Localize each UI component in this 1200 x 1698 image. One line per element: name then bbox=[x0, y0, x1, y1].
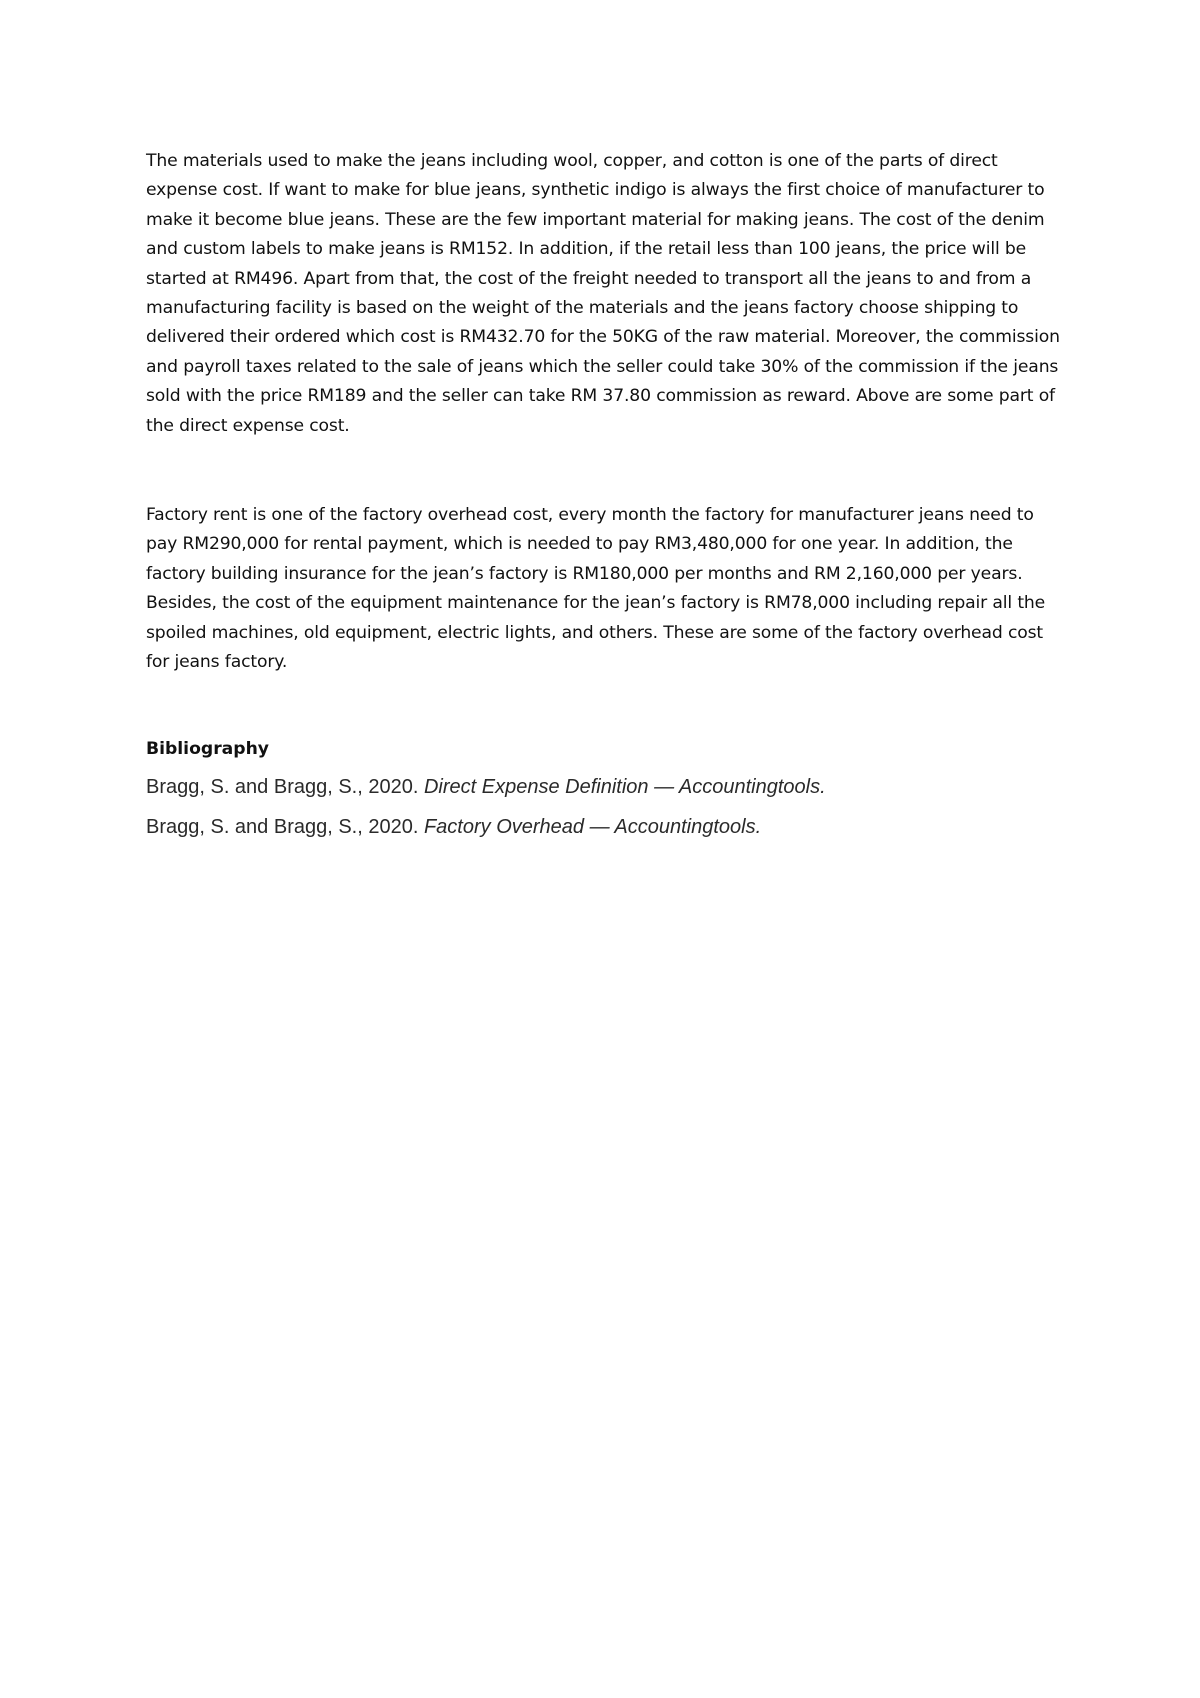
bibliography-section bbox=[146, 736, 1066, 842]
reference-title: Direct Expense Definition — Accountingtools. bbox=[423, 775, 826, 798]
paragraph-direct-expense: The materials used to make the jeans including wool, copper, and cotton is one of the parts of direct expense cost. If want to make for blue jeans, synthetic indigo is always the first choice of manufacturer to make it become blue jeans. These are the few important material for making jeans. The cost of the denim and custom labels to make jeans is RM152. In addition, if the retail less than 100 jeans, the price will be started at RM496. Apart from that, the cost of the freight needed to transport all the jeans to and from a manufacturing facility is based on the weight of the materials and the jeans factory choose shipping to delivered their ordered which cost is RM432.70 for the 50KG of the raw material. Moreover, the commission and payroll taxes related to the sale of jeans which the seller could take 30% of the commission if the jeans sold with the price RM189 and the seller can take RM 37.80 commission as reward. Above are some part of the direct expense cost. bbox=[146, 151, 1060, 436]
reference-authors-year: Bragg, S. and Bragg, S., 2020. bbox=[146, 775, 424, 798]
reference-authors-year: Bragg, S. and Bragg, S., 2020. bbox=[146, 815, 424, 838]
bibliography-reference bbox=[146, 772, 1066, 802]
bibliography-reference bbox=[146, 812, 1066, 842]
reference-title: Factory Overhead — Accountingtools. bbox=[423, 815, 762, 838]
bibliography-heading: Bibliography bbox=[146, 738, 270, 759]
document-body bbox=[146, 147, 1066, 852]
paragraph-factory-overhead: Factory rent is one of the factory overhead cost, every month the factory for manufacturer jeans need to pay RM290,000 for rental payment, which is needed to pay RM3,480,000 for one year. In addition, the factory building insurance for the jean’s factory is RM180,000 per months and RM 2,160,000 per years. Besides, the cost of the equipment maintenance for the jean’s factory is RM78,000 including repair all the spoiled machines, old equipment, electric lights, and others. These are some of the factory overhead cost for jeans factory. bbox=[146, 505, 1046, 673]
